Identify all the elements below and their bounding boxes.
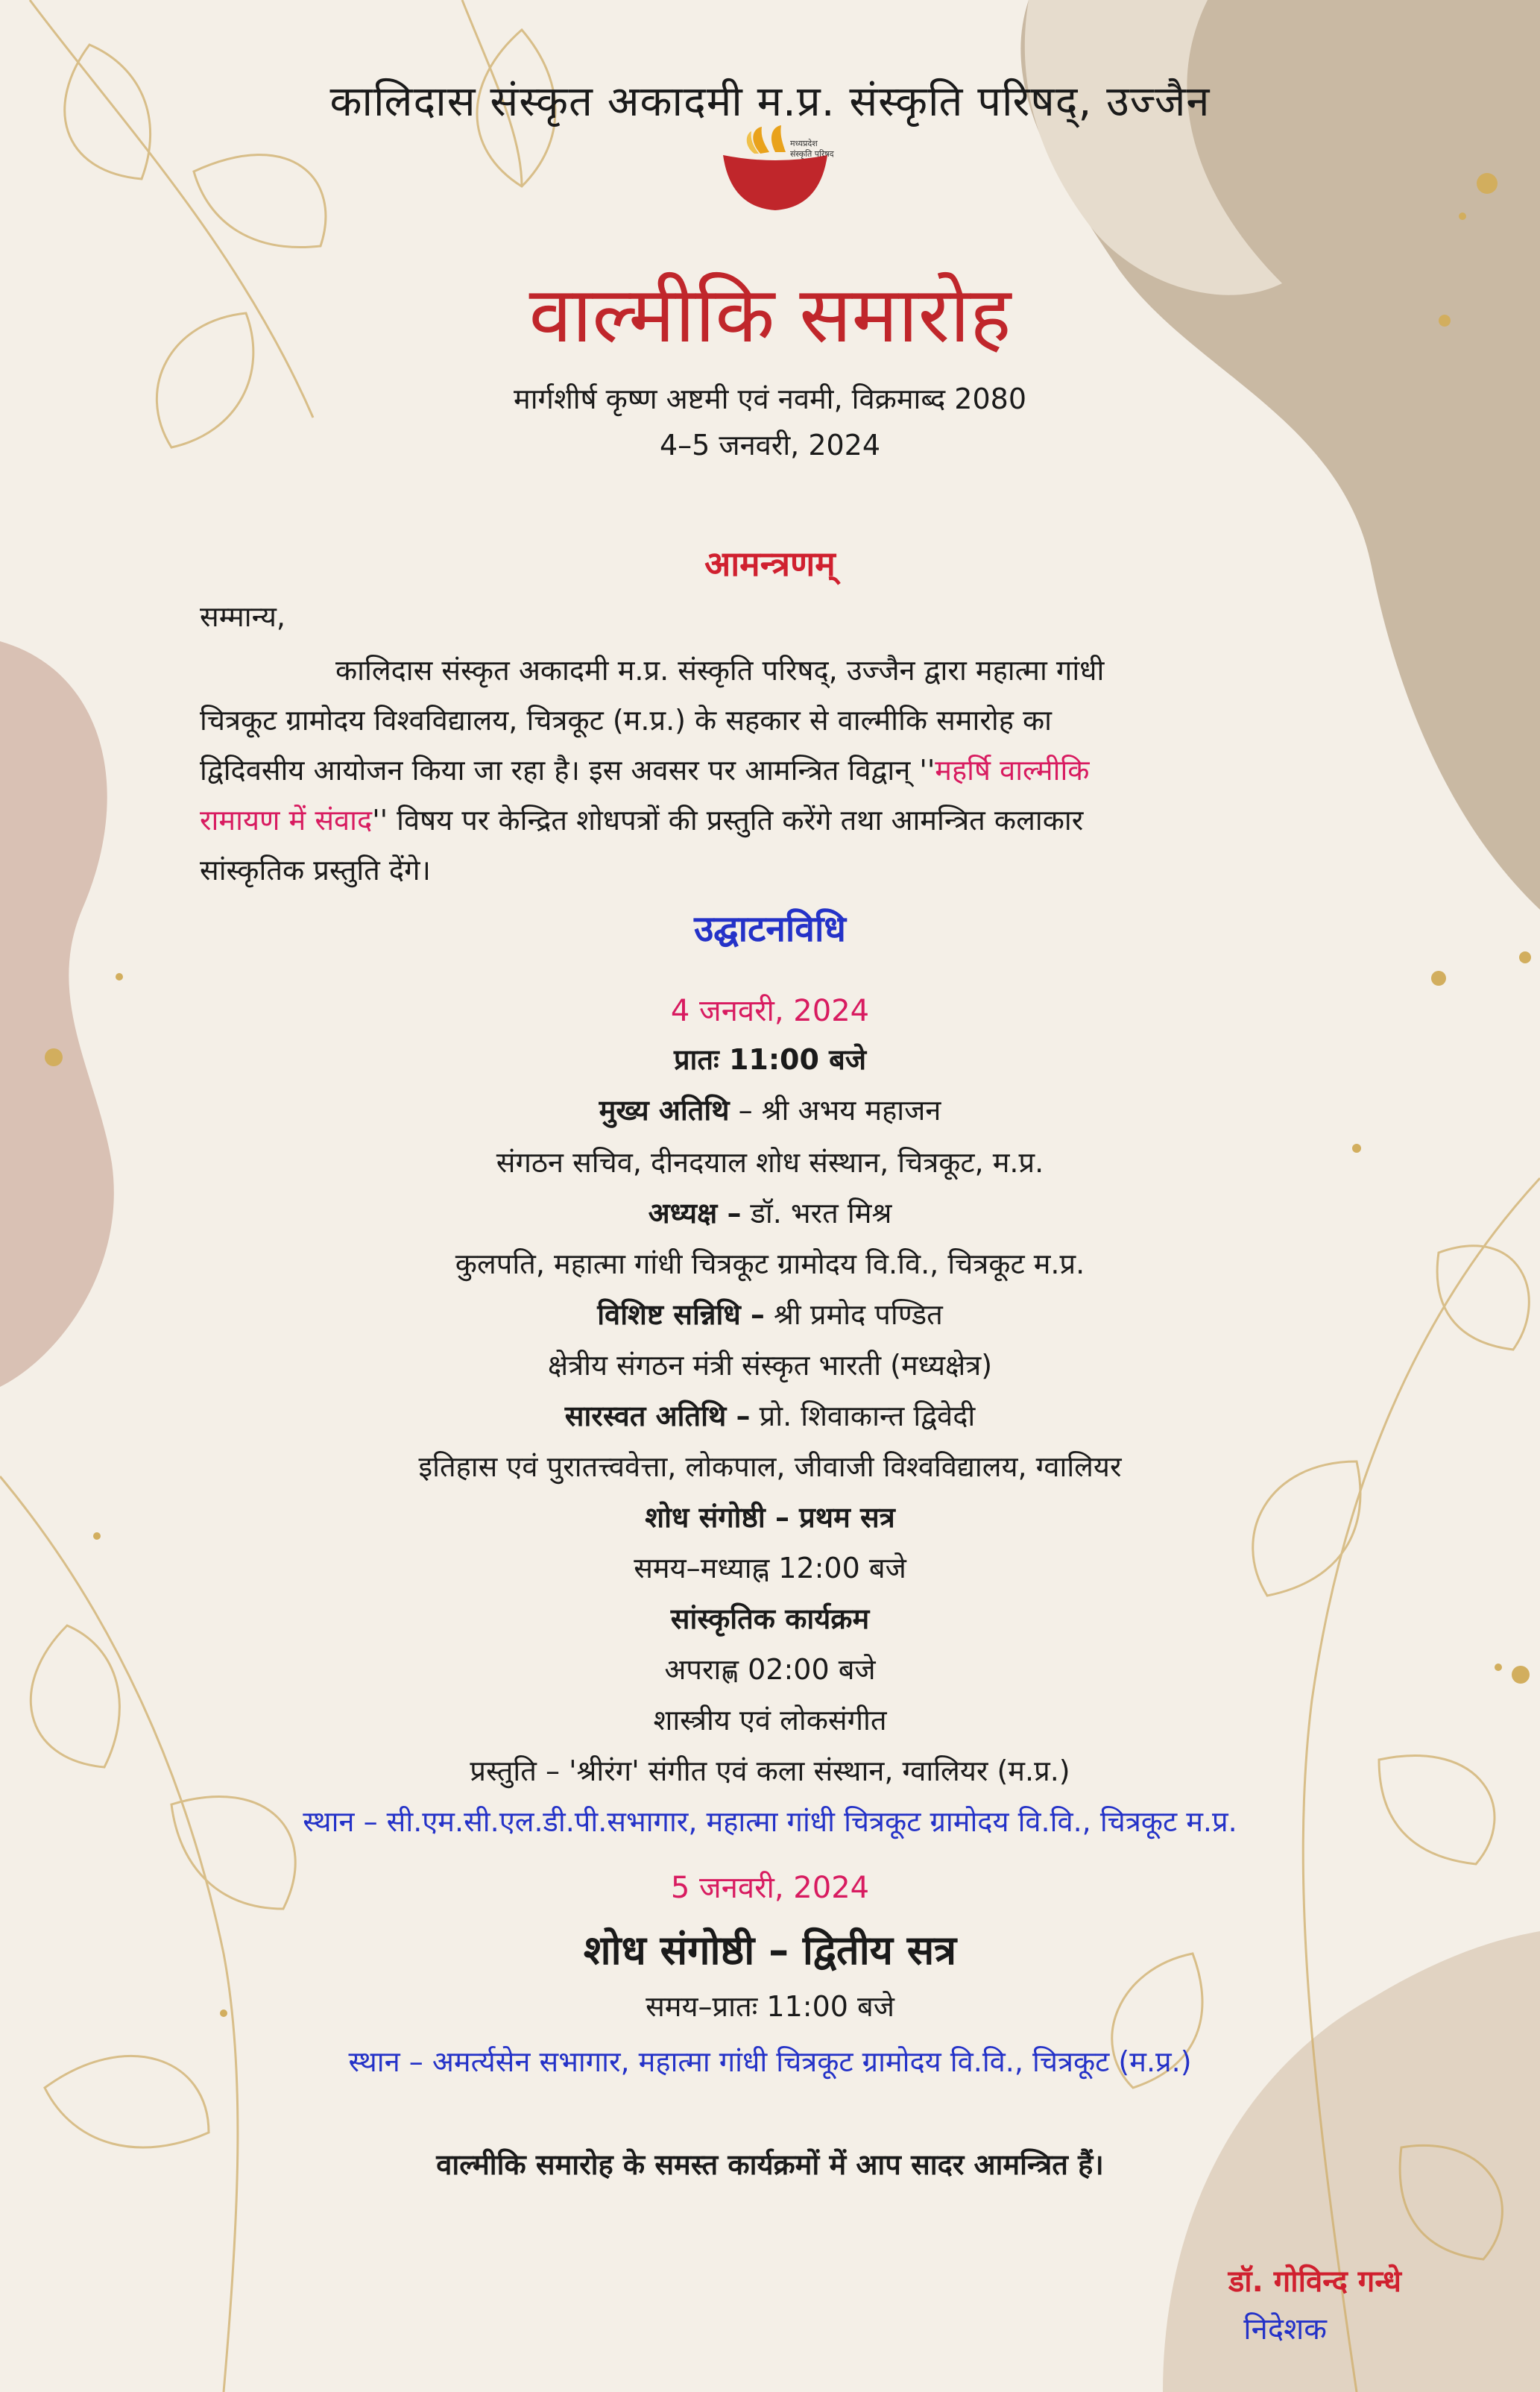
- cultural-program-type: शास्त्रीय एवं लोकसंगीत: [653, 1704, 887, 1737]
- special-presence-label: विशिष्ट सन्निधि –: [597, 1298, 765, 1331]
- paragraph-line: चित्रकूट ग्रामोदय विश्वविद्यालय, चित्रकूट (म.प्र.) के सहकार से वाल्मीकि समारोह का: [200, 704, 1053, 737]
- saraswat-guest-description: इतिहास एवं पुरातत्त्ववेत्ता, लोकपाल, जीवाजी विश्वविद्यालय, ग्वालियर: [418, 1450, 1122, 1483]
- session2-time: समय–प्रातः 11:00 बजे: [646, 1990, 894, 2023]
- president-description: कुलपति, महात्मा गांधी चित्रकूट ग्रामोदय वि.वि., चित्रकूट म.प्र.: [455, 1247, 1085, 1280]
- invitation-paragraph: [200, 646, 1348, 896]
- day2-venue: स्थान – अमर्त्यसेन सभागार, महात्मा गांधी चित्रकूट ग्रामोदय वि.वि., चित्रकूट (म.प्र.): [348, 2045, 1192, 2078]
- chief-guest-line: [0, 1090, 1540, 1129]
- paragraph-text: द्विदिवसीय आयोजन किया जा रहा है। इस अवसर पर आमन्त्रित विद्वान् '': [200, 754, 935, 787]
- event-hindu-date: मार्गशीर्ष कृष्ण अष्टमी एवं नवमी, विक्रमाब्द 2080: [513, 383, 1027, 415]
- salutation: सम्मान्य,: [200, 600, 285, 633]
- paragraph-line: सांस्कृतिक प्रस्तुति देंगे।: [200, 854, 431, 887]
- invitation-heading: आमन्त्रणम्: [704, 544, 836, 584]
- logo-text-2: संस्कृति परिषद: [790, 149, 834, 159]
- organization-header: कालिदास संस्कृत अकादमी म.प्र. संस्कृति परिषद्, उज्जैन: [329, 78, 1211, 126]
- president-name: डॉ. भरत मिश्र: [741, 1197, 892, 1230]
- cultural-program-title: सांस्कृतिक कार्यक्रम: [670, 1602, 870, 1635]
- president-label: अध्यक्ष –: [648, 1197, 742, 1230]
- inauguration-heading: उद्घाटनविधि: [694, 908, 846, 950]
- saraswat-guest-name: प्रो. शिवाकान्त द्विवेदी: [750, 1400, 976, 1432]
- special-presence-line: [0, 1294, 1540, 1333]
- topic-highlight: रामायण में संवाद: [200, 804, 373, 837]
- cultural-program-presenter: प्रस्तुति – 'श्रीरंग' संगीत एवं कला संस्थान, ग्वालियर (म.प्र.): [470, 1754, 1070, 1787]
- paragraph-text: '' विषय पर केन्द्रित शोधपत्रों की प्रस्तुति करेंगे तथा आमन्त्रित कलाकार: [372, 804, 1084, 837]
- event-title: वाल्मीकि समारोह: [528, 269, 1012, 360]
- event-date-range: 4–5 जनवरी, 2024: [659, 429, 881, 462]
- chief-guest-label: मुख्य अतिथि: [599, 1094, 730, 1127]
- day1-date: 4 जनवरी, 2024: [670, 994, 870, 1028]
- saraswat-guest-label: सारस्वत अतिथि –: [564, 1400, 751, 1432]
- cultural-program-time: अपराह्ण 02:00 बजे: [664, 1653, 876, 1686]
- saraswat-guest-line: [0, 1396, 1540, 1435]
- session2-title: शोध संगोष्ठी – द्वितीय सत्र: [583, 1927, 957, 1974]
- topic-highlight: महर्षि वाल्मीकि: [935, 754, 1090, 787]
- session1-title: शोध संगोष्ठी – प्रथम सत्र: [645, 1501, 895, 1534]
- paragraph-line: [200, 746, 1348, 796]
- day1-venue: स्थान – सी.एम.सी.एल.डी.पी.सभागार, महात्मा गांधी चित्रकूट ग्रामोदय वि.वि., चित्रकूट म.प्र.: [303, 1805, 1237, 1838]
- organization-logo: [716, 125, 835, 215]
- special-presence-description: क्षेत्रीय संगठन मंत्री संस्कृत भारती (मध्यक्षेत्र): [547, 1349, 993, 1382]
- inauguration-time: प्रातः 11:00 बजे: [673, 1043, 867, 1076]
- signatory-role: निदेशक: [1243, 2312, 1327, 2347]
- closing-invitation: वाल्मीकि समारोह के समस्त कार्यक्रमों में आप सादर आमन्त्रित हैं।: [436, 2148, 1104, 2181]
- president-line: [0, 1193, 1540, 1232]
- special-presence-name: श्री प्रमोद पण्डित: [764, 1298, 943, 1331]
- logo-text-1: मध्यप्रदेश: [790, 139, 818, 148]
- session1-time: समय–मध्याह्न 12:00 बजे: [634, 1552, 906, 1584]
- day2-date: 5 जनवरी, 2024: [670, 1871, 870, 1905]
- signatory-name: डॉ. गोविन्द गन्धे: [1228, 2264, 1401, 2299]
- paragraph-line: [200, 796, 1348, 846]
- chief-guest-name: – श्री अभय महाजन: [729, 1094, 941, 1127]
- paragraph-line: कालिदास संस्कृत अकादमी म.प्र. संस्कृति परिषद्, उज्जैन द्वारा महात्मा गांधी: [335, 654, 1105, 687]
- chief-guest-description: संगठन सचिव, दीनदयाल शोध संस्थान, चित्रकूट, म.प्र.: [496, 1146, 1044, 1179]
